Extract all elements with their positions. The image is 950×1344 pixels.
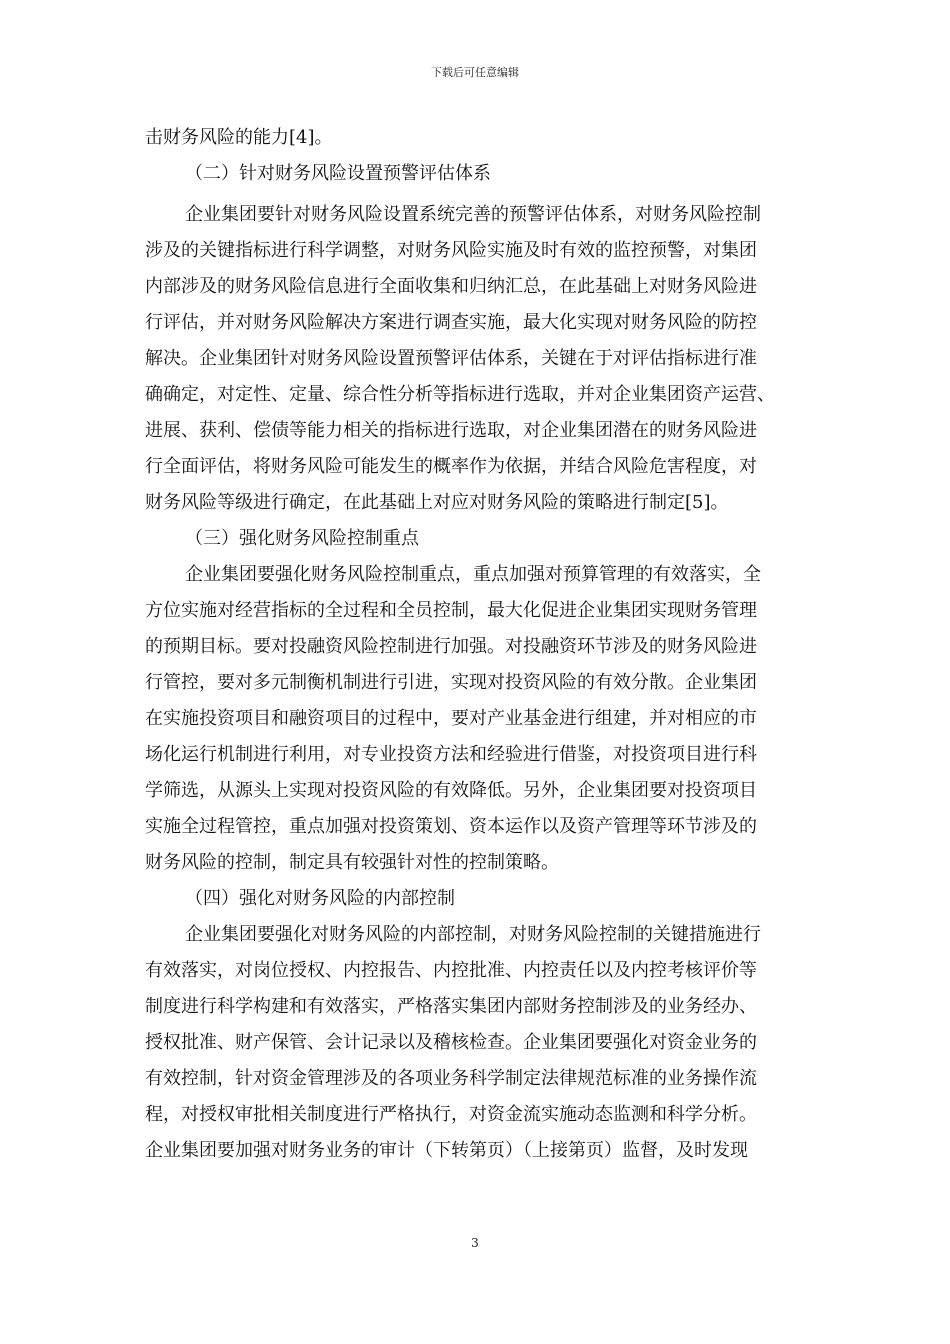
text-line: 解决。企业集团针对财务风险设置预警评估体系，关键在于对评估指标进行准 [145, 348, 757, 369]
text-line: 行全面评估，将财务风险可能发生的概率作为依据，并结合风险危害程度，对 [145, 456, 757, 477]
text-line: 企业集团要强化财务风险控制重点，重点加强对预算管理的有效落实，全 [185, 564, 761, 585]
text-line: 授权批准、财产保管、会计记录以及稽核检查。企业集团要强化对资金业务的 [145, 1032, 757, 1053]
text-line: 企业集团要加强对财务业务的审计（下转第页）（上接第页）监督，及时发现 [145, 1140, 748, 1161]
text-line: 击财务风险的能力[4]。 [145, 127, 333, 148]
text-line: 有效落实，对岗位授权、内控报告、内控批准、内控责任以及内控考核评价等 [145, 960, 757, 981]
text-line: 企业集团要强化对财务风险的内部控制，对财务风险控制的关键措施进行 [185, 924, 761, 945]
text-line: 的预期目标。要对投融资风险控制进行加强。对投融资环节涉及的财务风险进 [145, 636, 757, 657]
text-line: 方位实施对经营指标的全过程和全员控制，最大化促进企业集团实现财务管理 [145, 600, 757, 621]
text-line: 在实施投资项目和融资项目的过程中，要对产业基金进行组建，并对相应的市 [145, 708, 757, 729]
section-heading: （二）针对财务风险设置预警评估体系 [185, 163, 491, 184]
text-line: 内部涉及的财务风险信息进行全面收集和归纳汇总，在此基础上对财务风险进 [145, 276, 757, 297]
text-line: 财务风险等级进行确定，在此基础上对应对财务风险的策略进行制定[5]。 [145, 492, 729, 513]
text-line: 财务风险的控制，制定具有较强针对性的控制策略。 [145, 852, 559, 873]
text-line: 实施全过程管控，重点加强对投资策划、资本运作以及资产管理等环节涉及的 [145, 816, 757, 837]
text-line: 确确定，对定性、定量、综合性分析等指标进行选取，并对企业集团资产运营、 [145, 384, 775, 405]
text-line: 制度进行科学构建和有效落实，严格落实集团内部财务控制涉及的业务经办、 [145, 996, 757, 1017]
text-line: 场化运行机制进行利用，对专业投资方法和经验进行借鉴，对投资项目进行科 [145, 744, 757, 765]
text-line: 行管控，要对多元制衡机制进行引进，实现对投资风险的有效分散。企业集团 [145, 672, 757, 693]
page-number: 3 [471, 1236, 479, 1250]
text-line: 程，对授权审批相关制度进行严格执行，对资金流实施动态监测和科学分析。 [145, 1104, 757, 1125]
text-line: 有效控制，针对资金管理涉及的各项业务科学制定法律规范标准的业务操作流 [145, 1068, 757, 1089]
text-line: 行评估，并对财务风险解决方案进行调查实施，最大化实现对财务风险的防控 [145, 312, 757, 333]
text-line: 学筛选，从源头上实现对投资风险的有效降低。另外，企业集团要对投资项目 [145, 780, 757, 801]
page-header: 下载后可任意编辑 [431, 66, 519, 79]
section-heading: （四）强化对财务风险的内部控制 [185, 888, 455, 909]
section-heading: （三）强化财务风险控制重点 [185, 528, 419, 549]
text-line: 企业集团要针对财务风险设置系统完善的预警评估体系，对财务风险控制 [185, 204, 761, 225]
text-line: 涉及的关键指标进行科学调整，对财务风险实施及时有效的监控预警，对集团 [145, 240, 757, 261]
text-line: 进展、获利、偿债等能力相关的指标进行选取，对企业集团潜在的财务风险进 [145, 420, 757, 441]
